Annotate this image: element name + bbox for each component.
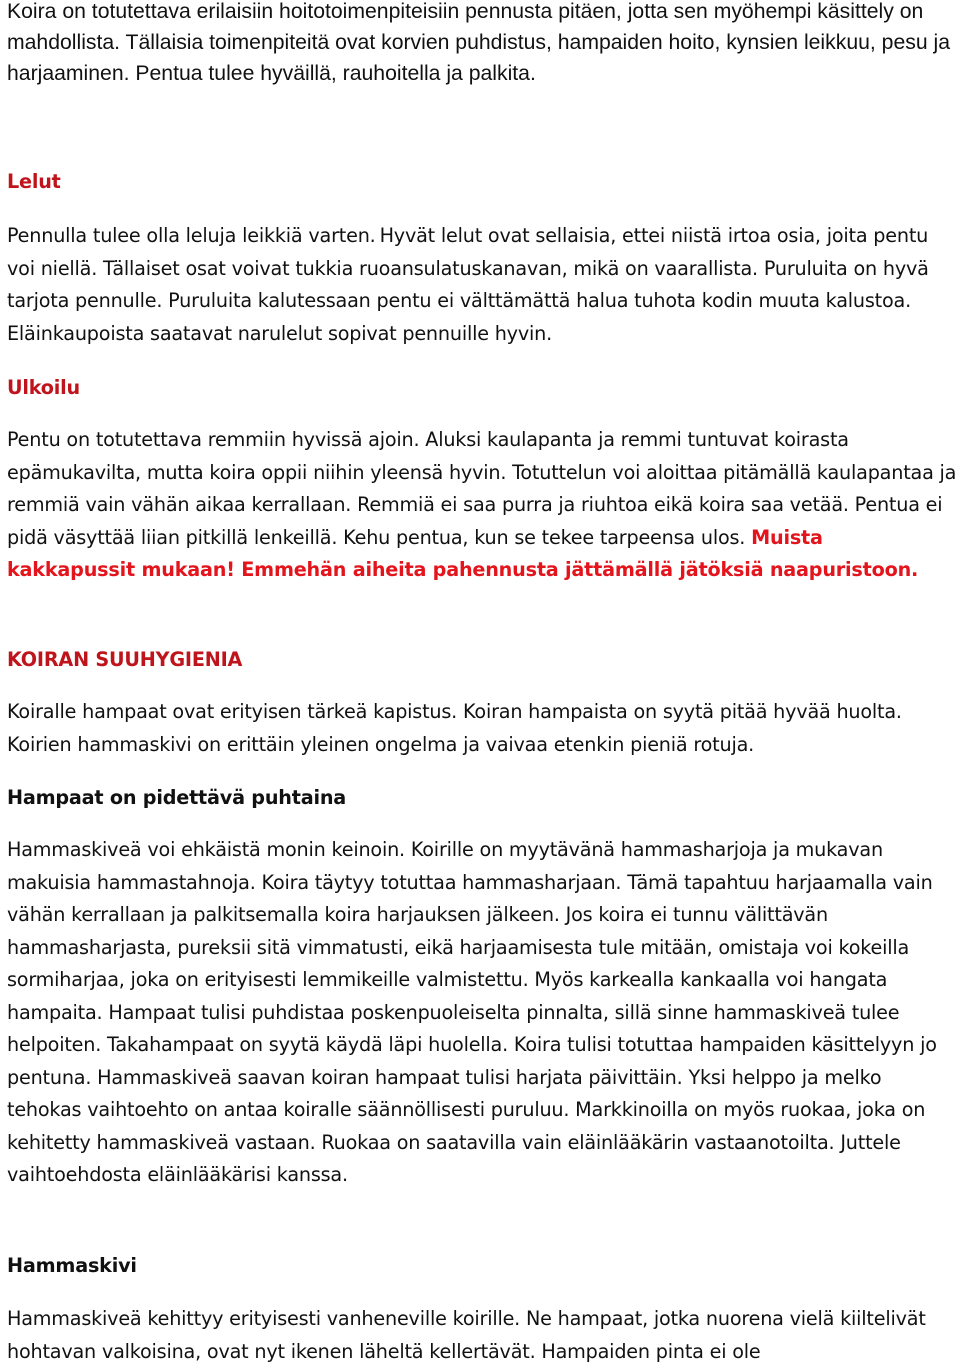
hammaskivi-paragraph: Hammaskiveä kehittyy erityisesti vanheneville koirille. Ne hampaat, jotka nuorena vielä kiiltelivät hohtavan valkoisina, ovat nyt ikenen läheltä kellertävät. Hampaiden pinta ei ole bbox=[7, 1307, 926, 1363]
heading-hampaat-puhtaina: Hampaat on pidettävä puhtaina bbox=[7, 786, 347, 809]
ulkoilu-paragraph bbox=[7, 424, 957, 587]
lelut-paragraph bbox=[7, 220, 957, 350]
ulkoilu-warning: Muista kakkapussit mukaan! Emmehän aiheita pahennusta jättämällä jätöksiä naapuristoon. bbox=[7, 525, 919, 581]
heading-koiran-suuhygienia: KOIRAN SUUHYGIENIA bbox=[7, 648, 243, 671]
lelut-text-verdana: Pennulla tulee olla leluja leikkiä varten. bbox=[7, 224, 376, 247]
ulkoilu-text: Pentu on totutettava remmiin hyvissä ajoin. Aluksi kaulapanta ja remmi tuntuvat koirasta epämukavilta, mutta koira oppii niihin yleensä hyvin. Totuttelun voi aloittaa pitämällä kaulapantaa ja remmiä vain vähän aikaa kerrallaan. Remmiä ei saa purra ja riuhtoa eikä koira saa vetää. Pentua ei pidä väsyttää liian pitkillä lenkeillä. Kehu pentua, kun se tekee tarpeensa ulos. bbox=[7, 428, 957, 549]
heading-ulkoilu: Ulkoilu bbox=[7, 376, 80, 399]
intro-paragraph: Koira on totutettava erilaisiin hoitotoimenpiteisiin pennusta pitäen, jotta sen myöhempi käsittely on mahdollista. Tällaisia toimenpiteitä ovat korvien puhdistus, hampaiden hoito, kynsien leikkuu, pesu ja harjaaminen. Pentua tulee hyväillä, rauhoitella ja palkita. bbox=[7, 0, 950, 85]
heading-lelut: Lelut bbox=[7, 170, 61, 193]
puhtaina-paragraph: Hammaskiveä voi ehkäistä monin keinoin. Koirille on myytävänä hammasharjoja ja mukavan makuisia hammastahnoja. Koira täytyy totuttaa hammasharjaan. Tämä tapahtuu harjaamalla vain vähän kerrallaan ja palkitsemalla koira harjauksen jälkeen. Jos koira ei tunnu välittävän hammasharjasta, pureksii sitä vimmatusti, eikä harjaamisesta tule mitään, omistaja voi kokeilla sormiharjaa, joka on erityisesti lemmikeille valmistettu. Myös karkealla kankaalla voi hangata hampaita. Hampaat tulisi puhdistaa poskenpuoleiselta pinnalta, sillä sinne hammaskiveä tulee helpoiten. Takahampaat on syytä käydä läpi huolella. Koira tulisi totuttaa hampaiden käsittelyyn jo pentuna. Hammaskiveä saavan koiran hampaat tulisi harjata päivittäin. Yksi helppo ja melko tehokas vaihtoehto on antaa koiralle säännöllisesti puruluu. Markkinoilla on myös ruokaa, joka on kehitetty hammaskiveä vastaan. Ruokaa on saatavilla vain eläinlääkärin vastaanotoilta. Juttele vaihtoehdosta eläinlääkärisi kanssa. bbox=[7, 838, 937, 1186]
heading-hammaskivi: Hammaskivi bbox=[7, 1254, 137, 1277]
suuhygienia-paragraph: Koiralle hampaat ovat erityisen tärkeä kapistus. Koiran hampaista on syytä pitää hyvää huolta. Koirien hammaskivi on erittäin yleinen ongelma ja vaivaa etenkin pieniä rotuja. bbox=[7, 700, 902, 756]
lelut-text-rest: Hyvät lelut ovat sellaisia, ettei niistä irtoa osia, joita pentu voi niellä. Tällaiset osat voivat tukkia ruoansulatuskanavan, mikä on vaarallista. Puruluita on hyvä tarjota pennulle. Puruluita kalutessaan pentu ei välttämättä halua tuhota kodin muuta kalustoa. Eläinkaupoista saatavat narulelut sopivat pennuille hyvin. bbox=[7, 224, 929, 345]
